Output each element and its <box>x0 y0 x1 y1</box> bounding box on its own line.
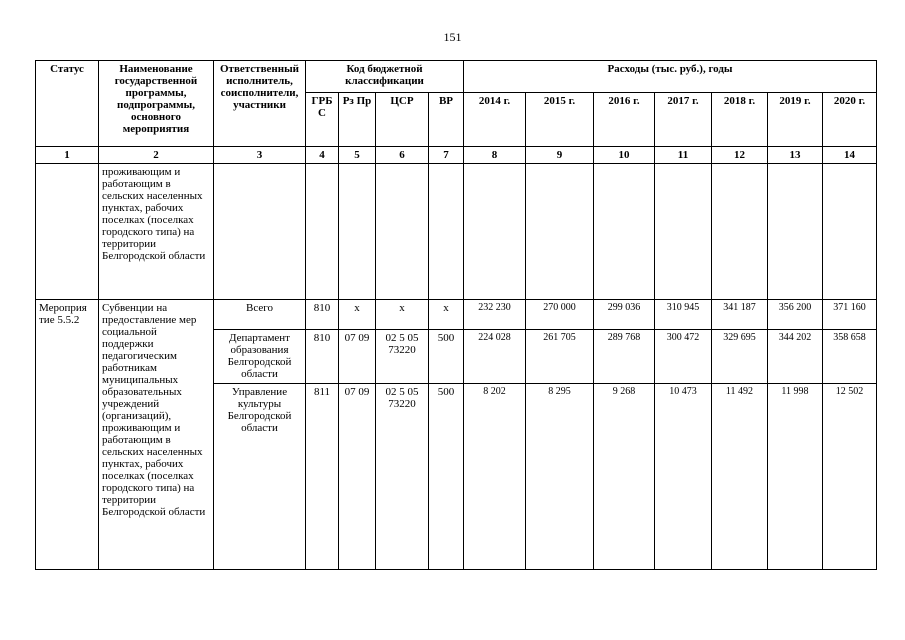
value-cell: 289 768 <box>594 330 655 384</box>
measure-status: Мероприя тие 5.5.2 <box>36 300 99 570</box>
column-number: 10 <box>594 147 655 164</box>
column-number: 11 <box>655 147 712 164</box>
empty-cell <box>306 164 339 300</box>
rzpr-cell: 07 09 <box>339 384 376 570</box>
rzpr-cell: х <box>339 300 376 330</box>
header-year: 2018 г. <box>712 93 768 147</box>
header-year: 2020 г. <box>823 93 877 147</box>
value-cell: 329 695 <box>712 330 768 384</box>
empty-cell <box>768 164 823 300</box>
column-number: 8 <box>464 147 526 164</box>
empty-cell <box>429 164 464 300</box>
grbs-cell: 810 <box>306 300 339 330</box>
empty-cell <box>823 164 877 300</box>
value-cell: 300 472 <box>655 330 712 384</box>
header-year: 2017 г. <box>655 93 712 147</box>
header-budget-code: Код бюджетной классификации <box>306 61 464 93</box>
value-cell: 8 202 <box>464 384 526 570</box>
empty-cell <box>526 164 594 300</box>
column-number: 2 <box>99 147 214 164</box>
empty-cell <box>655 164 712 300</box>
header-year: 2014 г. <box>464 93 526 147</box>
column-number: 6 <box>376 147 429 164</box>
empty-cell <box>376 164 429 300</box>
table-row <box>36 300 877 330</box>
value-cell: 371 160 <box>823 300 877 330</box>
value-cell: 341 187 <box>712 300 768 330</box>
header-year: 2016 г. <box>594 93 655 147</box>
header-vr: ВР <box>429 93 464 147</box>
csr-cell: 02 5 05 73220 <box>376 330 429 384</box>
column-number: 14 <box>823 147 877 164</box>
value-cell: 270 000 <box>526 300 594 330</box>
page-number: 151 <box>443 30 462 44</box>
header-executor: Ответственный исполнитель, соисполнители, участники <box>214 61 306 147</box>
empty-cell <box>594 164 655 300</box>
csr-cell: 02 5 05 73220 <box>376 384 429 570</box>
header-rzpr: Рз Пр <box>339 93 376 147</box>
header-status: Статус <box>36 61 99 147</box>
grbs-cell: 810 <box>306 330 339 384</box>
empty-cell <box>464 164 526 300</box>
executor-cell: Всего <box>214 300 306 330</box>
column-number: 13 <box>768 147 823 164</box>
value-cell: 11 492 <box>712 384 768 570</box>
header-expenses: Расходы (тыс. руб.), годы <box>464 61 877 93</box>
header-csr: ЦСР <box>376 93 429 147</box>
column-number: 3 <box>214 147 306 164</box>
value-cell: 9 268 <box>594 384 655 570</box>
continuation-status-cell <box>36 164 99 300</box>
vr-cell: 500 <box>429 384 464 570</box>
value-cell: 10 473 <box>655 384 712 570</box>
vr-cell: 500 <box>429 330 464 384</box>
csr-cell: х <box>376 300 429 330</box>
executor-cell: Департамент образования Белгородской области <box>214 330 306 384</box>
column-number: 1 <box>36 147 99 164</box>
header-grbs: ГРБ С <box>306 93 339 147</box>
value-cell: 310 945 <box>655 300 712 330</box>
column-number: 4 <box>306 147 339 164</box>
continuation-row <box>36 164 877 300</box>
empty-cell <box>339 164 376 300</box>
empty-cell <box>214 164 306 300</box>
rzpr-cell: 07 09 <box>339 330 376 384</box>
executor-cell: Управление культуры Белгородской области <box>214 384 306 570</box>
empty-cell <box>712 164 768 300</box>
column-number: 12 <box>712 147 768 164</box>
value-cell: 261 705 <box>526 330 594 384</box>
vr-cell: х <box>429 300 464 330</box>
budget-table <box>35 60 877 570</box>
value-cell: 12 502 <box>823 384 877 570</box>
column-number: 9 <box>526 147 594 164</box>
value-cell: 8 295 <box>526 384 594 570</box>
value-cell: 344 202 <box>768 330 823 384</box>
value-cell: 299 036 <box>594 300 655 330</box>
grbs-cell: 811 <box>306 384 339 570</box>
measure-name: Субвенции на предоставление мер социальной поддержки педагогическим работникам муниципальных образовательных учреждений (организаций), проживающим и работающим в сельских населенных пунктах, рабочих поселках (поселках городского типа) на территории Белгородской области <box>99 300 214 570</box>
column-number: 7 <box>429 147 464 164</box>
header-name: Наименование государственной программы, подпрограммы, основного мероприятия <box>99 61 214 147</box>
value-cell: 358 658 <box>823 330 877 384</box>
value-cell: 356 200 <box>768 300 823 330</box>
value-cell: 11 998 <box>768 384 823 570</box>
column-number-row <box>36 147 877 164</box>
continuation-name: проживающим и работающим в сельских населенных пунктах, рабочих поселках (поселках городского типа) на территории Белгородской области <box>99 164 214 300</box>
column-number: 5 <box>339 147 376 164</box>
value-cell: 232 230 <box>464 300 526 330</box>
header-year: 2019 г. <box>768 93 823 147</box>
header-year: 2015 г. <box>526 93 594 147</box>
value-cell: 224 028 <box>464 330 526 384</box>
